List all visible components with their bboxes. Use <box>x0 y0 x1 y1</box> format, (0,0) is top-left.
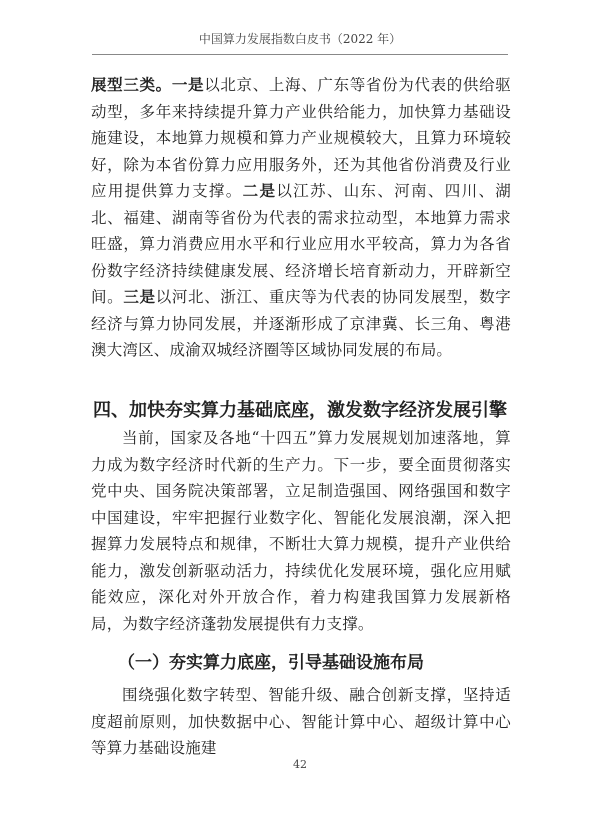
paragraph-section-four <box>91 425 511 637</box>
bold-second: 二是 <box>242 181 277 200</box>
text-second: 以江苏、山东、河南、四川、湖北、福建、湖南等省份为代表的需求拉动型，本地算力需求旺盛，算力消费应用水平和行业应用水平较高，算力为各省份数字经济持续健康发展、经济增长培育新动力，开辟新空间。 <box>91 182 511 306</box>
paragraph-subsection-one-text: 围绕强化数字转型、智能升级、融合创新支撑，坚持适度超前原则，加快数据中心、智能计算中心、超级计算中心等算力基础设施建 <box>91 686 511 757</box>
text-third: 以河北、浙江、重庆等为代表的协同发展型，数字经济与算力协同发展，并逐渐形成了京津冀、长三角、粤港澳大湾区、成渝双城经济圈等区域协同发展的布局。 <box>91 288 511 359</box>
paragraph-section-four-text: 当前，国家及各地“十四五”算力发展规划加速落地，算力成为数字经济时代新的生产力。下一步，要全面贯彻落实党中央、国务院决策部署，立足制造强国、网络强国和数字中国建设，牢牢把握行业数字化、智能化发展浪潮，深入把握算力发展特点和规律，不断壮大算力规模，提升产业供给能力，激发创新驱动活力，持续优化发展环境，强化应用赋能效应，深化对外开放合作，着力构建我国算力发展新格局，为数字经济蓬勃发展提供有力支撑。 <box>91 429 511 633</box>
header-divider <box>92 54 508 55</box>
bold-first: 一是 <box>171 75 205 94</box>
bold-lead: 展型三类。 <box>91 75 172 94</box>
page-number: 42 <box>293 758 307 771</box>
bold-third: 三是 <box>123 287 156 306</box>
paragraph-subsection-one <box>91 682 511 762</box>
section-heading-four: 四、加快夯实算力基础底座，激发数字经济发展引擎 <box>93 400 507 421</box>
subsection-heading-one: （一）夯实算力底座，引导基础设施布局 <box>118 653 424 673</box>
running-header: 中国算力发展指数白皮书（2022 年） <box>198 32 402 46</box>
paragraph-regional-types <box>91 72 511 364</box>
text-first: 以北京、上海、广东等省份为代表的供给驱动型，多年来持续提升算力产业供给能力，加快算力基础设施建设，本地算力规模和算力产业规模较大，且算力环境较好，除为本省份算力应用服务外，还为其他省份消费及行业应用提供算力支撑。 <box>91 76 511 200</box>
